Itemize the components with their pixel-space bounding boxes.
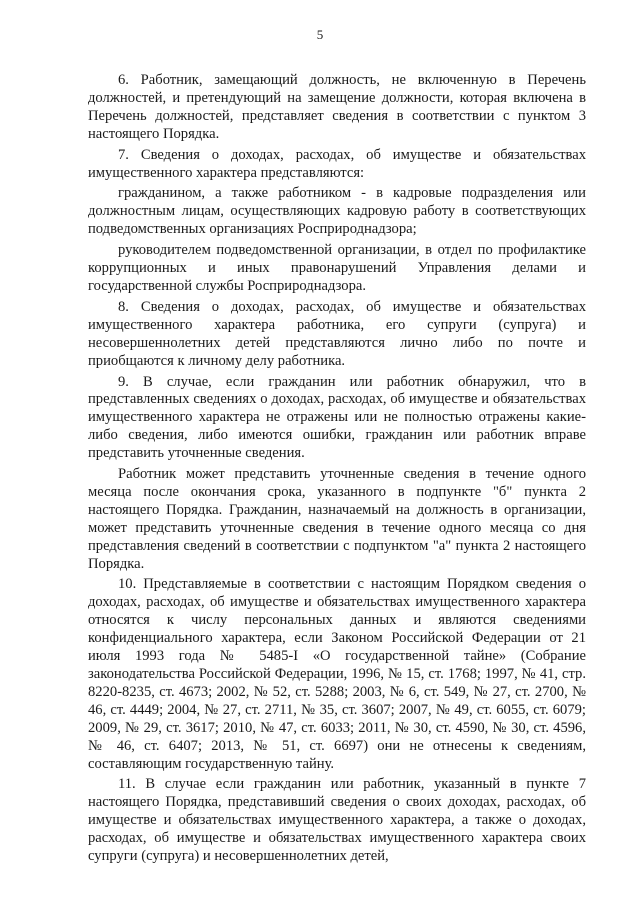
paragraph-7: 7. Сведения о доходах, расходах, об имуществе и обязательствах имущественного характера представляются:: [88, 146, 586, 181]
document-body: [88, 72, 586, 866]
paragraph-8: 8. Сведения о доходах, расходах, об имуществе и обязательствах имущественного характера работника, его супруги (супруга) и несовершеннолетних детей представляются лично либо по почте и приобщаются к личному делу работника.: [88, 298, 586, 369]
paragraph-9: 9. В случае, если гражданин или работник обнаружил, что в представленных сведениях о доходах, расходах, об имуществе и обязательствах имущественного характера не отражены или не полностью отражены какие-либо сведения, либо имеются ошибки, гражданин или работник вправе представить уточненные сведения.: [88, 373, 586, 462]
paragraph-11: 11. В случае если гражданин или работник, указанный в пункте 7 настоящего Порядка, представивший сведения о своих доходах, расходах, об имуществе и обязательствах имущественного характера, а также о доходах, расходах, об имуществе и обязательствах имущественного характера своих супруги (супруга) и несовершеннолетних детей,: [88, 776, 586, 865]
paragraph-6: 6. Работник, замещающий должность, не включенную в Перечень должностей, и претендующий на замещение должности, которая включена в Перечень должностей, представляет сведения в соответствии с пунктом 3 настоящего Порядка.: [88, 72, 586, 142]
paragraph-7-item-citizen: гражданином, а также работником - в кадровые подразделения или должностным лицам, осуществляющих кадровую работу в соответствующих подведомственных организациях Росприроднадзора;: [88, 185, 586, 238]
paragraph-10: 10. Представляемые в соответствии с настоящим Порядком сведения о доходах, расходах, об имуществе и обязательствах имущественного характера относятся к числу персональных данных и являются сведениями конфиденциального характера, если Законом Российской Федерации от 21 июля 1993 года № 5485-I «О государственной тайне» (Собрание законодательства Российской Федерации, 1996, № 15, ст. 1768; 1997, № 41, стр. 8220-8235, ст. 4673; 2002, № 52, ст. 5288; 2003, № 6, ст. 549, № 27, ст. 2700, № 46, ст. 4449; 2004, № 27, ст. 2711, № 35, ст. 3607; 2007, № 49, ст. 6055, ст. 6079; 2009, № 29, ст. 3617; 2010, № 47, ст. 6033; 2011, № 30, ст. 4590, № 30, ст. 4596, № 46, ст. 6407; 2013, № 51, ст. 6697) они не отнесены к сведениям, составляющим государственную тайну.: [88, 576, 586, 772]
paragraph-9-continued: Работник может представить уточненные сведения в течение одного месяца после окончания срока, указанного в подпункте "б" пункта 2 настоящего Порядка. Гражданин, назначаемый на должность в организации, может представить уточненные сведения в течение одного месяца со дня представления сведений в соответствии с подпунктом "а" пункта 2 настоящего Порядка.: [88, 466, 586, 572]
paragraph-7-item-head: руководителем подведомственной организации, в отдел по профилактике коррупционных и иных правонарушений Управления делами и государственной службы Росприроднадзора.: [88, 242, 586, 294]
page-number: 5: [316, 27, 324, 42]
